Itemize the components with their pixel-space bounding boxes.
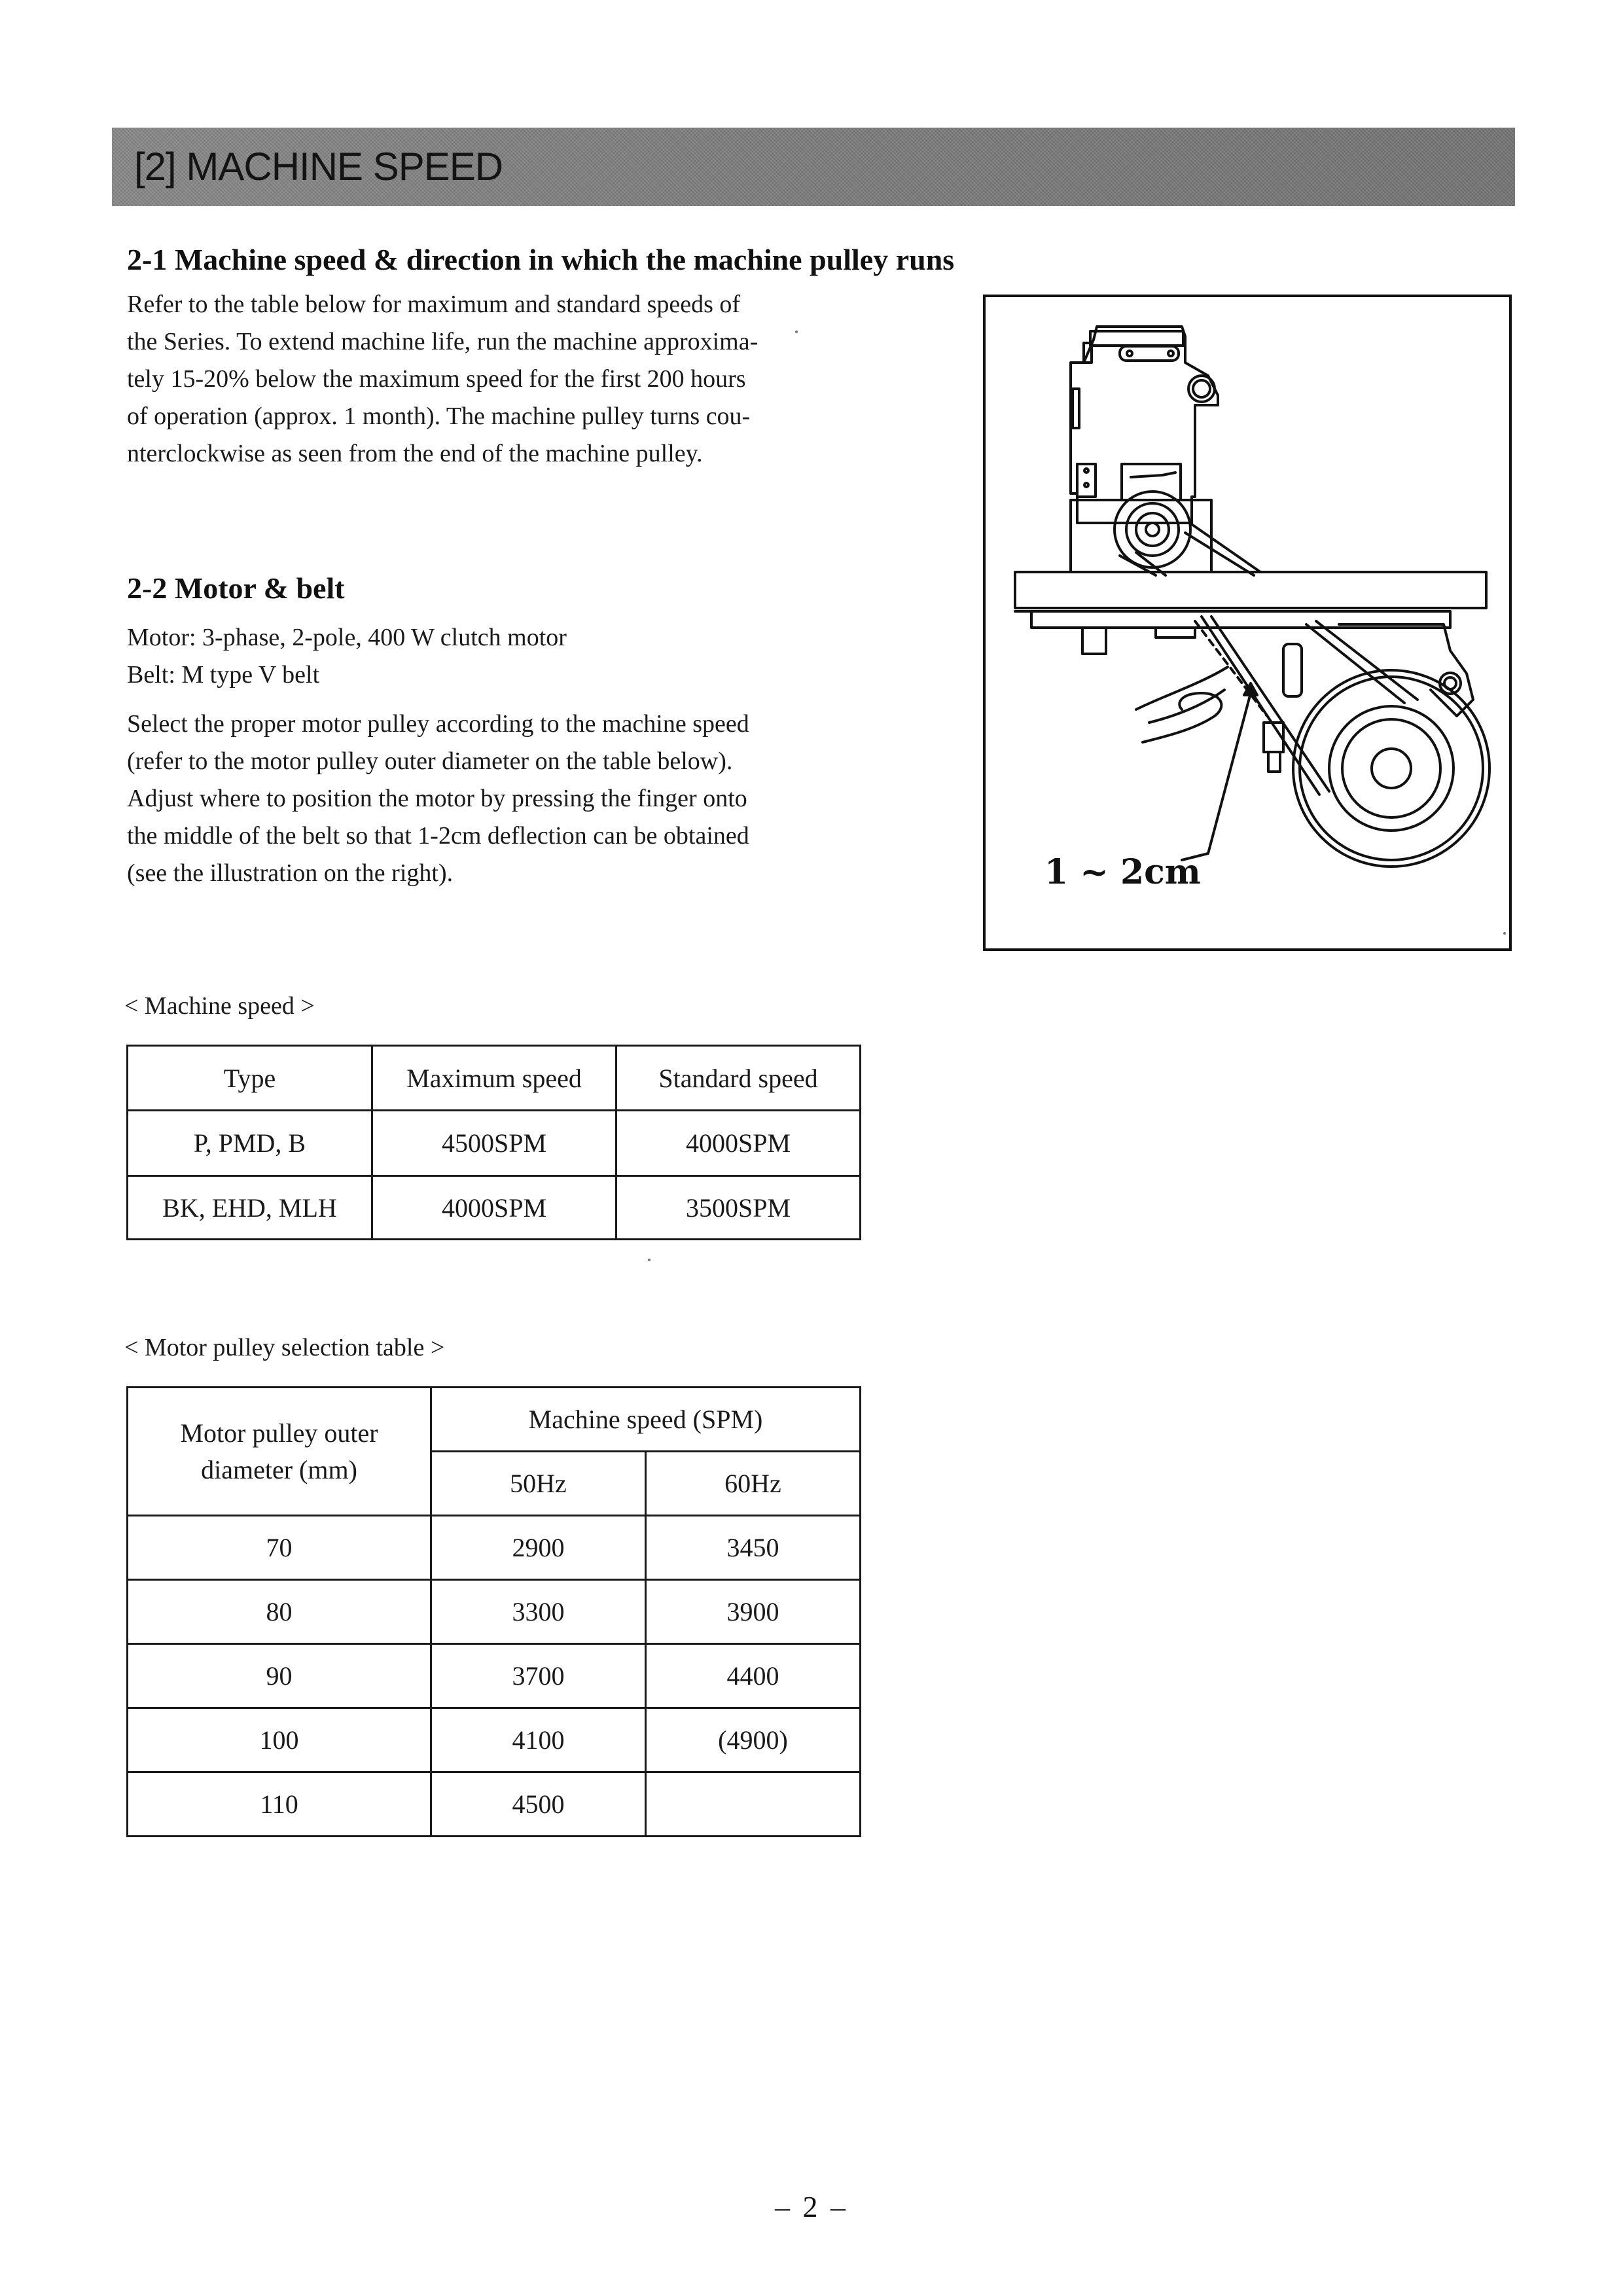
cell-60hz: 3450: [646, 1516, 861, 1580]
cell-50hz: 3300: [431, 1580, 646, 1644]
table-row: [128, 1708, 861, 1772]
header-maximum-speed: Maximum speed: [372, 1046, 616, 1111]
cell-diameter: 100: [128, 1708, 431, 1772]
scan-speck: [1503, 932, 1506, 935]
cell-max-speed: 4500SPM: [372, 1111, 616, 1176]
text-line: nterclockwise as seen from the end of the machine pulley.: [127, 440, 703, 467]
motor-spec: Motor: 3-phase, 2-pole, 400 W clutch motor: [127, 624, 567, 651]
heading-2-2: 2-2 Motor & belt: [127, 571, 345, 605]
cell-60hz: (4900): [646, 1708, 861, 1772]
motor-pulley-selection-table: [126, 1386, 861, 1837]
cell-diameter: 70: [128, 1516, 431, 1580]
cell-50hz: 4100: [431, 1708, 646, 1772]
page-number: – 2 –: [775, 2190, 848, 2223]
scan-speck: [795, 331, 798, 333]
paragraph-2-2: [127, 706, 866, 892]
machine-speed-table: [126, 1045, 861, 1240]
cell-std-speed: 3500SPM: [616, 1176, 861, 1240]
cell-diameter: 80: [128, 1580, 431, 1644]
text-line: the Series. To extend machine life, run the machine approxima-: [127, 328, 758, 355]
cell-std-speed: 4000SPM: [616, 1111, 861, 1176]
table-row: [128, 1111, 861, 1176]
text-line: Select the proper motor pulley according to the machine speed: [127, 710, 749, 738]
cell-60hz: 4400: [646, 1644, 861, 1708]
belt-spec: Belt: M type V belt: [127, 661, 320, 689]
motor-belt-spec: [127, 619, 866, 694]
deflection-label: 1 ~ 2cm: [1044, 852, 1201, 892]
header-line: Motor pulley outer: [180, 1418, 378, 1448]
table-row: [128, 1772, 861, 1837]
cell-50hz: 3700: [431, 1644, 646, 1708]
table-row: [128, 1580, 861, 1644]
belt-tension-illustration: [983, 295, 1512, 951]
table-row: [128, 1176, 861, 1240]
cell-60hz: [646, 1772, 861, 1837]
cell-diameter: 90: [128, 1644, 431, 1708]
cell-50hz: 4500: [431, 1772, 646, 1837]
text-line: (see the illustration on the right).: [127, 859, 454, 887]
cell-max-speed: 4000SPM: [372, 1176, 616, 1240]
machine-speed-caption: < Machine speed >: [124, 992, 315, 1020]
paragraph-2-1: [127, 286, 866, 473]
header-50hz: 50Hz: [431, 1452, 646, 1516]
table-header-row: [128, 1388, 861, 1452]
header-standard-speed: Standard speed: [616, 1046, 861, 1111]
cell-50hz: 2900: [431, 1516, 646, 1580]
cell-60hz: 3900: [646, 1580, 861, 1644]
text-line: of operation (approx. 1 month). The machine pulley turns cou-: [127, 403, 751, 430]
text-line: Refer to the table below for maximum and standard speeds of: [127, 291, 741, 318]
header-60hz: 60Hz: [646, 1452, 861, 1516]
heading-2-1: 2-1 Machine speed & direction in which the machine pulley runs: [127, 243, 955, 276]
cell-type: BK, EHD, MLH: [128, 1176, 372, 1240]
section-title: [2] MACHINE SPEED: [134, 145, 503, 188]
table-header-row: [128, 1046, 861, 1111]
cell-diameter: 110: [128, 1772, 431, 1837]
text-line: tely 15-20% below the maximum speed for the first 200 hours: [127, 365, 746, 393]
section-header-bar: [112, 128, 1515, 206]
header-machine-speed: Machine speed (SPM): [431, 1388, 861, 1452]
header-pulley-diameter: [128, 1388, 431, 1516]
pulley-table-caption: < Motor pulley selection table >: [124, 1334, 445, 1361]
text-line: the middle of the belt so that 1-2cm deflection can be obtained: [127, 822, 749, 850]
text-line: (refer to the motor pulley outer diameter on the table below).: [127, 747, 733, 775]
header-line: diameter (mm): [201, 1454, 357, 1484]
table-row: [128, 1516, 861, 1580]
scan-speck: [648, 1259, 651, 1261]
cell-type: P, PMD, B: [128, 1111, 372, 1176]
table-row: [128, 1644, 861, 1708]
header-type: Type: [128, 1046, 372, 1111]
text-line: Adjust where to position the motor by pressing the finger onto: [127, 785, 747, 812]
sewing-machine-belt-diagram: [986, 297, 1509, 948]
